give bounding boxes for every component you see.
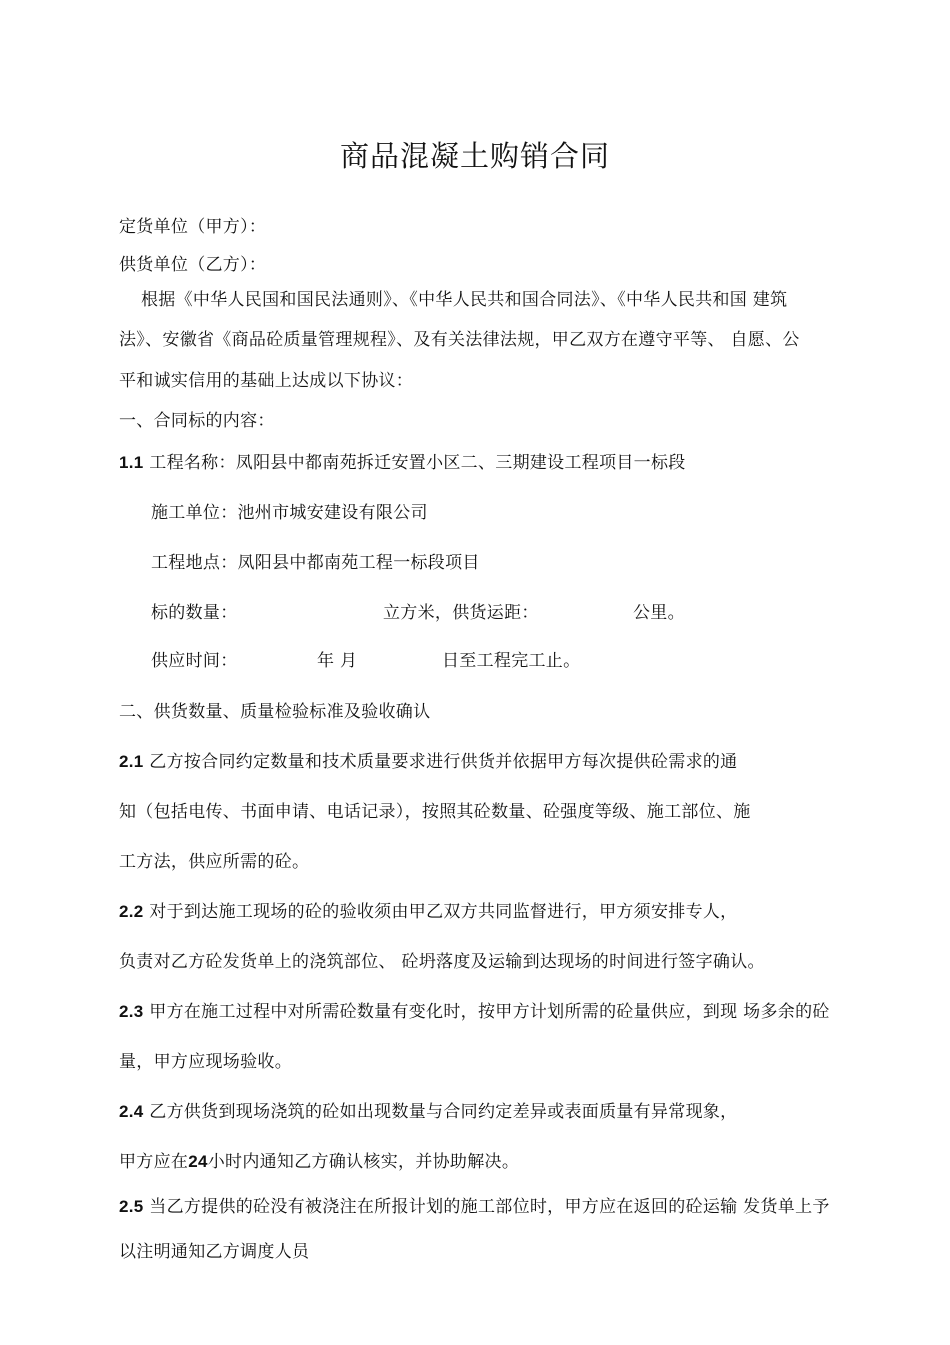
- clause-2-3-cont: 量，甲方应现场验收。: [119, 1052, 292, 1072]
- clause-number: 2.2: [119, 902, 144, 921]
- clause-2-1: [119, 751, 737, 773]
- clause-text: 甲方在施工过程中对所需砼数量有变化时，按甲方计划所需的砼量供应，到现 场多余的砼: [149, 1002, 830, 1022]
- supply-time-label: 供应时间：: [151, 651, 238, 671]
- preamble-line-1: 根据《中华人民国和国民法通则》、《中华人民共和国合同法》、《中华人民共和国 建筑: [141, 290, 788, 310]
- clause-number: 2.3: [119, 1002, 144, 1021]
- clause-2-3: [119, 1001, 830, 1023]
- clause-2-5-cont: 以注明通知乙方调度人员: [119, 1242, 310, 1262]
- distance-unit: 公里。: [633, 603, 685, 623]
- clause-1-1: [119, 452, 686, 474]
- clause-text: 工程名称：凤阳县中都南苑拆迁安置小区二、三期建设工程项目一标段: [149, 453, 686, 473]
- section-1-heading: 一、合同标的内容：: [119, 411, 275, 431]
- party-a-line: 定货单位（甲方）：: [119, 217, 267, 237]
- clause-2-2: [119, 901, 737, 923]
- supply-year-month: 年 月: [317, 651, 358, 671]
- clause-text: 甲方应在: [119, 1152, 189, 1172]
- document-title: 商品混凝土购销合同: [339, 139, 610, 173]
- clause-2-5: [119, 1196, 830, 1218]
- clause-text: 对于到达施工现场的砼的验收须由甲乙双方共同监督进行，甲方须安排专人，: [149, 902, 738, 922]
- clause-number: 1.1: [119, 453, 144, 472]
- clause-number: 2.5: [119, 1197, 144, 1216]
- clause-number: 2.1: [119, 752, 144, 771]
- clause-2-2-cont: 负责对乙方砼发货单上的浇筑部位、 砼坍落度及运输到达现场的时间进行签字确认。: [119, 952, 765, 972]
- clause-number: 2.4: [119, 1102, 144, 1121]
- clause-text: 小时内通知乙方确认核实，并协助解决。: [207, 1152, 520, 1172]
- construction-unit-line: 施工单位：池州市城安建设有限公司: [151, 503, 428, 523]
- project-location-line: 工程地点：凤阳县中都南苑工程一标段项目: [151, 553, 480, 573]
- clause-text: 当乙方提供的砼没有被浇注在所报计划的施工部位时，甲方应在返回的砼运输 发货单上予: [149, 1197, 830, 1217]
- section-2-heading: 二、供货数量、质量检验标准及验收确认: [119, 702, 431, 722]
- hours-number: 24: [188, 1152, 208, 1171]
- preamble-line-3: 平和诚实信用的基础上达成以下协议：: [119, 371, 414, 391]
- clause-2-4: [119, 1101, 737, 1123]
- clause-2-1-cont-1: 知（包括电传、书面申请、电话记录），按照其砼数量、砼强度等级、施工部位、施: [119, 802, 751, 822]
- clause-2-1-cont-2: 工方法，供应所需的砼。: [119, 852, 310, 872]
- preamble-line-2: 法》、安徽省《商品砼质量管理规程》、及有关法律法规，甲乙双方在遵守平等、 自愿、公: [119, 330, 800, 350]
- quantity-label: 标的数量：: [151, 603, 238, 623]
- clause-text: 乙方供货到现场浇筑的砼如出现数量与合同约定差异或表面质量有异常现象，: [149, 1102, 738, 1122]
- clause-2-4-cont: [119, 1151, 519, 1173]
- supply-day-end: 日至工程完工止。: [442, 651, 581, 671]
- clause-text: 乙方按合同约定数量和技术质量要求进行供货并依据甲方每次提供砼需求的通: [149, 752, 738, 772]
- party-b-line: 供货单位（乙方）：: [119, 255, 267, 275]
- quantity-unit-distance: 立方米，供货运距：: [383, 603, 539, 623]
